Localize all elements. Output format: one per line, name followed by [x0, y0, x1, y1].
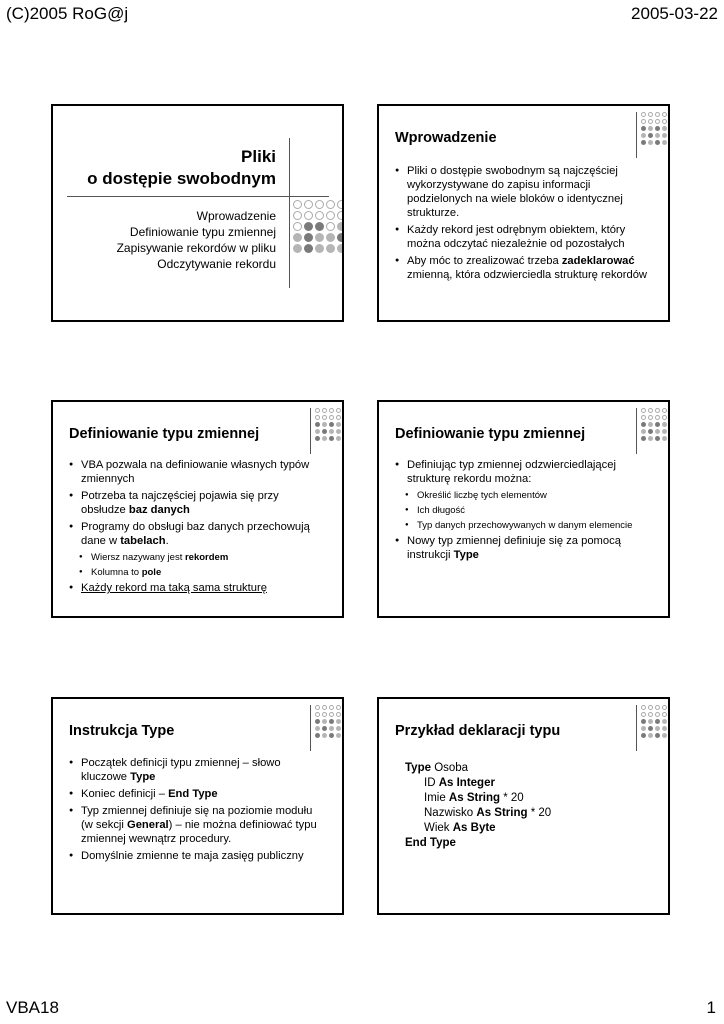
bullet-list [395, 164, 652, 285]
bullet-bold: General [127, 819, 169, 831]
decorative-dot [315, 222, 324, 231]
decorative-dot [655, 140, 660, 145]
decorative-dot [336, 408, 341, 413]
decorative-dot [336, 436, 341, 441]
slide-przyklad [377, 697, 670, 915]
bullet-text: Koniec definicji – [81, 788, 169, 800]
decorative-dot [315, 726, 320, 731]
decorative-dot [662, 133, 667, 138]
decorative-dot [662, 112, 667, 117]
decorative-dot [662, 408, 667, 413]
decorative-dot [648, 436, 653, 441]
code-line [405, 761, 551, 776]
decorative-dot [655, 712, 660, 717]
decorative-dot [315, 719, 320, 724]
decorative-dot [326, 233, 335, 242]
decorative-dot [648, 119, 653, 124]
slide-wprowadzenie [377, 104, 670, 322]
decorative-dot [322, 415, 327, 420]
decorative-dot [655, 429, 660, 434]
decorative-dot [315, 733, 320, 738]
bullet-text: zmienną, która odzwierciedla strukturę rekordów [407, 269, 648, 281]
decorative-dot [655, 126, 660, 131]
code-keyword: As Byte [452, 822, 496, 834]
agenda-item: Wprowadzenie [196, 209, 276, 223]
decorative-dot [293, 222, 302, 231]
decorative-dot [655, 133, 660, 138]
decorative-dot [662, 719, 667, 724]
decorative-dot [655, 112, 660, 117]
decorative-dot [662, 712, 667, 717]
bullet-text: Wiersz nazywany jest [91, 552, 185, 563]
slide-heading: Definiowanie typu zmiennej [395, 426, 586, 442]
code-text: ID [424, 777, 439, 789]
decorative-dot [322, 705, 327, 710]
bullet-bold: zadeklarować [561, 255, 635, 267]
code-line [405, 821, 551, 836]
decorative-dot [655, 719, 660, 724]
decorative-dot [662, 429, 667, 434]
decorative-dot [304, 211, 313, 220]
code-block [405, 761, 551, 851]
decorative-dot [315, 422, 320, 427]
decorative-dot [304, 244, 313, 253]
decorative-dot [648, 422, 653, 427]
code-keyword: As String [476, 807, 528, 819]
agenda-item: Definiowanie typu zmiennej [129, 225, 276, 239]
bullet-item: ● Pliki o dostępie swobodnym są najczęściej wykorzystywane do zapisu informacji podzielonych na wiele bloków o identycznej strukturze. [395, 164, 652, 220]
decorative-dot [648, 705, 653, 710]
decorative-dot [329, 429, 334, 434]
decorative-dot [655, 733, 660, 738]
code-text: Nazwisko [424, 807, 477, 819]
decorative-dot [655, 408, 660, 413]
decorative-dot [655, 415, 660, 420]
decorative-dot [337, 222, 344, 231]
title-line-2: o dostępie swobodnym [87, 169, 276, 188]
decorative-dot [641, 436, 646, 441]
decorative-dot [329, 408, 334, 413]
bullet-list [69, 458, 326, 598]
decorative-dot [648, 733, 653, 738]
decorative-dot [337, 233, 344, 242]
decorative-dot [315, 200, 324, 209]
slide-definiowanie-2 [377, 400, 670, 618]
bullet-item [69, 581, 326, 595]
decorative-dot [641, 712, 646, 717]
bullet-underlined: Każdy rekord ma taką sama strukturę [81, 582, 267, 594]
bullet-list [69, 756, 326, 866]
decorative-dot [315, 244, 324, 253]
decorative-dot [641, 133, 646, 138]
code-line [405, 791, 551, 806]
code-keyword: Type [405, 762, 431, 774]
decorative-dot [329, 712, 334, 717]
decorative-dot [322, 719, 327, 724]
dot-pattern [641, 705, 667, 738]
decorative-dot [648, 415, 653, 420]
decorative-dot [662, 422, 667, 427]
footer-left: VBA18 [6, 998, 59, 1017]
decorative-dot [315, 436, 320, 441]
code-line [405, 806, 551, 821]
decorative-dot [322, 436, 327, 441]
bullet-bold: tabelach [120, 535, 166, 547]
decorative-dot [322, 712, 327, 717]
code-text: * 20 [500, 792, 524, 804]
decorative-dot [648, 726, 653, 731]
decorative-dot [337, 200, 344, 209]
decorative-dot [336, 712, 341, 717]
decorative-dot [662, 436, 667, 441]
bullet-list [395, 458, 652, 565]
bullet-bold: pole [141, 567, 162, 578]
decorative-dot [315, 415, 320, 420]
decorative-dot [641, 422, 646, 427]
decorative-dot [315, 712, 320, 717]
bullet-bold: Type [453, 549, 479, 561]
dot-pattern [293, 200, 344, 253]
decorative-dot [329, 719, 334, 724]
decorative-dot [329, 726, 334, 731]
sub-bullet-item: ● Określić liczbę tych elementów [395, 489, 652, 502]
bullet-item [69, 489, 326, 517]
decorative-dot [336, 705, 341, 710]
bullet-item [69, 756, 326, 784]
bullet-item: ● Definiując typ zmiennej odzwierciedlającej strukturę rekordu można: [395, 458, 652, 486]
decorative-dot [315, 233, 324, 242]
bullet-text: ) – nie można definiować typu zmiennej wewnątrz procedury. [81, 819, 317, 845]
decorative-dot [662, 140, 667, 145]
slide-divider-horizontal [67, 196, 329, 197]
decorative-dot [662, 733, 667, 738]
decorative-dot [655, 726, 660, 731]
bullet-item [395, 534, 652, 562]
slide-heading: Wprowadzenie [395, 130, 497, 146]
bullet-text: Programy do obsługi baz danych przechowują dane w [81, 521, 310, 547]
bullet-item [69, 787, 326, 801]
decorative-dot [662, 726, 667, 731]
decorative-dot [322, 429, 327, 434]
decorative-dot [648, 140, 653, 145]
decorative-dot [315, 705, 320, 710]
dot-pattern [315, 705, 341, 738]
decorative-dot [641, 140, 646, 145]
decorative-dot [641, 119, 646, 124]
slide-divider-vertical [310, 705, 311, 751]
decorative-dot [641, 705, 646, 710]
decorative-dot [648, 719, 653, 724]
bullet-text: Kolumna to [91, 567, 142, 578]
decorative-dot [322, 408, 327, 413]
bullet-item: ● VBA pozwala na definiowanie własnych typów zmiennych [69, 458, 326, 486]
decorative-dot [315, 211, 324, 220]
slide-heading: Instrukcja Type [69, 723, 175, 739]
slide-heading: Definiowanie typu zmiennej [69, 426, 260, 442]
bullet-item [395, 254, 652, 282]
agenda-list [117, 208, 276, 272]
slide-divider-vertical [636, 408, 637, 454]
decorative-dot [304, 200, 313, 209]
sub-bullet-item [69, 551, 326, 564]
decorative-dot [648, 712, 653, 717]
code-text: Osoba [431, 762, 469, 774]
decorative-dot [326, 222, 335, 231]
code-text: Wiek [424, 822, 453, 834]
decorative-dot [329, 436, 334, 441]
sub-bullet-item: ● Typ danych przechowywanych w danym elemencie [395, 519, 652, 532]
code-text: * 20 [527, 807, 552, 819]
bullet-text: . [165, 535, 169, 547]
page-number: 1 [706, 998, 716, 1017]
decorative-dot [329, 422, 334, 427]
decorative-dot [662, 119, 667, 124]
decorative-dot [648, 408, 653, 413]
sub-bullet-item [69, 566, 326, 579]
decorative-dot [662, 415, 667, 420]
decorative-dot [336, 726, 341, 731]
dot-pattern [641, 112, 667, 145]
decorative-dot [655, 119, 660, 124]
decorative-dot [293, 211, 302, 220]
slide-divider-vertical [289, 138, 290, 288]
bullet-item [69, 804, 326, 846]
code-keyword: As Integer [438, 777, 495, 789]
bullet-bold: Type [130, 771, 156, 783]
bullet-text: Typ zmiennej definiuje się na poziomie modułu (w sekcji [81, 805, 313, 831]
code-line [405, 776, 551, 791]
bullet-text: Nowy typ zmiennej definiuje się za pomocą instrukcji [407, 535, 621, 561]
header-left: (C)2005 RoG@j [6, 4, 129, 23]
decorative-dot [641, 126, 646, 131]
bullet-text: Aby móc to zrealizować trzeba [407, 255, 562, 267]
decorative-dot [655, 436, 660, 441]
decorative-dot [293, 200, 302, 209]
decorative-dot [329, 415, 334, 420]
decorative-dot [337, 244, 344, 253]
decorative-dot [322, 733, 327, 738]
decorative-dot [641, 726, 646, 731]
decorative-dot [293, 244, 302, 253]
decorative-dot [336, 719, 341, 724]
decorative-dot [304, 233, 313, 242]
bullet-item: ● Każdy rekord jest odrębnym obiektem, który można odczytać niezależnie od pozostałych [395, 223, 652, 251]
decorative-dot [293, 233, 302, 242]
slide-instrukcja-type [51, 697, 344, 915]
decorative-dot [655, 422, 660, 427]
decorative-dot [662, 705, 667, 710]
code-text: Imie [424, 792, 449, 804]
decorative-dot [329, 733, 334, 738]
decorative-dot [304, 222, 313, 231]
bullet-bold: rekordem [184, 552, 229, 563]
decorative-dot [655, 705, 660, 710]
decorative-dot [641, 408, 646, 413]
agenda-item: Odczytywanie rekordu [157, 257, 276, 271]
bullet-item [69, 520, 326, 548]
decorative-dot [641, 429, 646, 434]
decorative-dot [315, 429, 320, 434]
agenda-item: Zapisywanie rekordów w pliku [116, 241, 276, 255]
bullet-text: Potrzeba ta najczęściej pojawia się przy obsłudze [81, 490, 279, 516]
slide-divider-vertical [636, 705, 637, 751]
decorative-dot [315, 408, 320, 413]
decorative-dot [326, 200, 335, 209]
decorative-dot [322, 422, 327, 427]
code-keyword: As String [448, 792, 501, 804]
code-keyword: End Type [405, 837, 456, 849]
decorative-dot [641, 415, 646, 420]
sub-bullet-item: ● Ich długość [395, 504, 652, 517]
decorative-dot [337, 211, 344, 220]
decorative-dot [641, 733, 646, 738]
slide-definiowanie-1 [51, 400, 344, 618]
bullet-bold: baz danych [128, 504, 190, 516]
slide-heading: Przykład deklaracji typu [395, 723, 561, 739]
decorative-dot [648, 429, 653, 434]
code-line [405, 836, 551, 851]
decorative-dot [336, 415, 341, 420]
dot-pattern [641, 408, 667, 441]
decorative-dot [336, 429, 341, 434]
slide-divider-vertical [310, 408, 311, 454]
header-date: 2005-03-22 [631, 4, 718, 23]
decorative-dot [648, 112, 653, 117]
bullet-item: ● Domyślnie zmienne te maja zasięg publiczny [69, 849, 326, 863]
bullet-bold: End Type [168, 788, 218, 800]
slide-divider-vertical [636, 112, 637, 158]
decorative-dot [322, 726, 327, 731]
decorative-dot [662, 126, 667, 131]
decorative-dot [641, 719, 646, 724]
dot-pattern [315, 408, 341, 441]
bullet-text: Początek definicji typu zmiennej – słowo kluczowe [81, 757, 281, 783]
decorative-dot [648, 133, 653, 138]
decorative-dot [329, 705, 334, 710]
title-line-1: Pliki [241, 147, 276, 166]
decorative-dot [326, 244, 335, 253]
decorative-dot [641, 112, 646, 117]
decorative-dot [326, 211, 335, 220]
decorative-dot [648, 126, 653, 131]
slide-main-title [87, 146, 276, 190]
slide-title [51, 104, 344, 322]
decorative-dot [336, 733, 341, 738]
decorative-dot [336, 422, 341, 427]
